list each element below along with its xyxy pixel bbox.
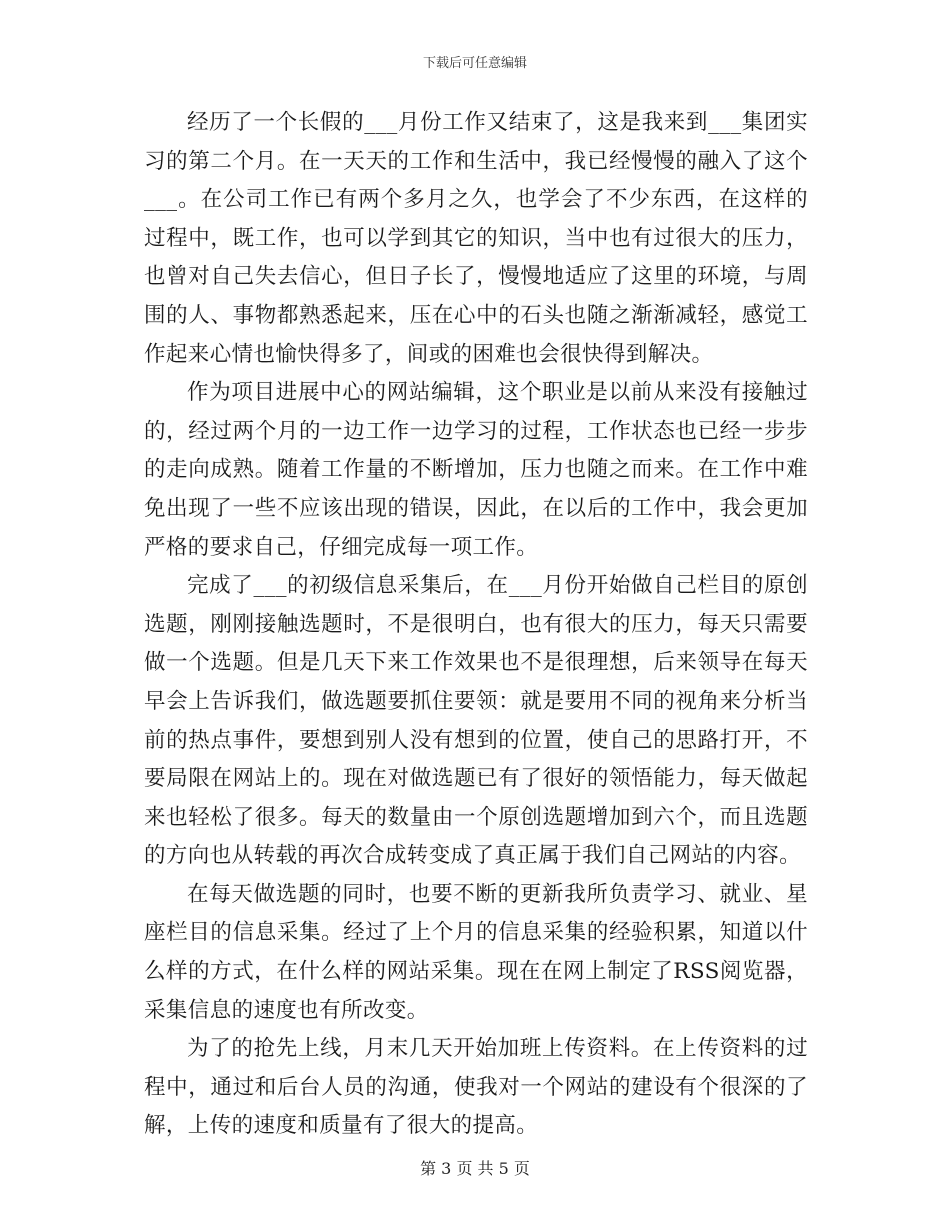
paragraph-1: 经历了一个长假的___月份工作又结束了，这是我来到___集团实习的第二个月。在一天天的工作和生活中，我已经慢慢的融入了这个___。在公司工作已有两个多月之久，也学会了不少东西，在这样的过程中，既工作，也可以学到其它的知识，当中也有过很大的压力，也曾对自己失去信心，但日子长了，慢慢地适应了这里的环境，与周围的人、事物都熟悉起来，压在心中的石头也随之渐渐减轻，感觉工作起来心情也愉快得多了，间或的困难也会很快得到解决。: [144, 110, 808, 367]
paragraph-4: 在每天做选题的同时，也要不断的更新我所负责学习、就业、星座栏目的信息采集。经过了上个月的信息采集的经验积累，知道以什么样的方式，在什么样的网站采集。现在在网上制定了RSS阅览器，采集信息的速度也有所改变。: [144, 881, 808, 1023]
paragraph-3: 完成了___的初级信息采集后，在___月份开始做自己栏目的原创选题，刚刚接触选题时，不是很明白，也有很大的压力，每天只需要做一个选题。但是几天下来工作效果也不是很理想，后来领导在每天早会上告诉我们，做选题要抓住要领：就是要用不同的视角来分析当前的热点事件，要想到别人没有想到的位置，使自己的思路打开，不要局限在网站上的。现在对做选题已有了很好的领悟能力，每天做起来也轻松了很多。每天的数量由一个原创选题增加到六个，而且选题的方向也从转载的再次合成转变成了真正属于我们自己网站的内容。: [144, 573, 808, 869]
document-body: [144, 104, 808, 1146]
paragraph-5: 为了的抢先上线，月末几天开始加班上传资料。在上传资料的过程中，通过和后台人员的沟通，使我对一个网站的建设有个很深的了解，上传的速度和质量有了很大的提高。: [144, 1036, 808, 1139]
paragraph-2: 作为项目进展中心的网站编辑，这个职业是以前从来没有接触过的，经过两个月的一边工作一边学习的过程，工作状态也已经一步步的走向成熟。随着工作量的不断增加，压力也随之而来。在工作中难免出现了一些不应该出现的错误，因此，在以后的工作中，我会更加严格的要求自己，仔细完成每一项工作。: [144, 380, 808, 560]
page-footer: 第 3 页 共 5 页: [420, 1159, 530, 1178]
page-header: 下载后可任意编辑: [422, 56, 527, 71]
